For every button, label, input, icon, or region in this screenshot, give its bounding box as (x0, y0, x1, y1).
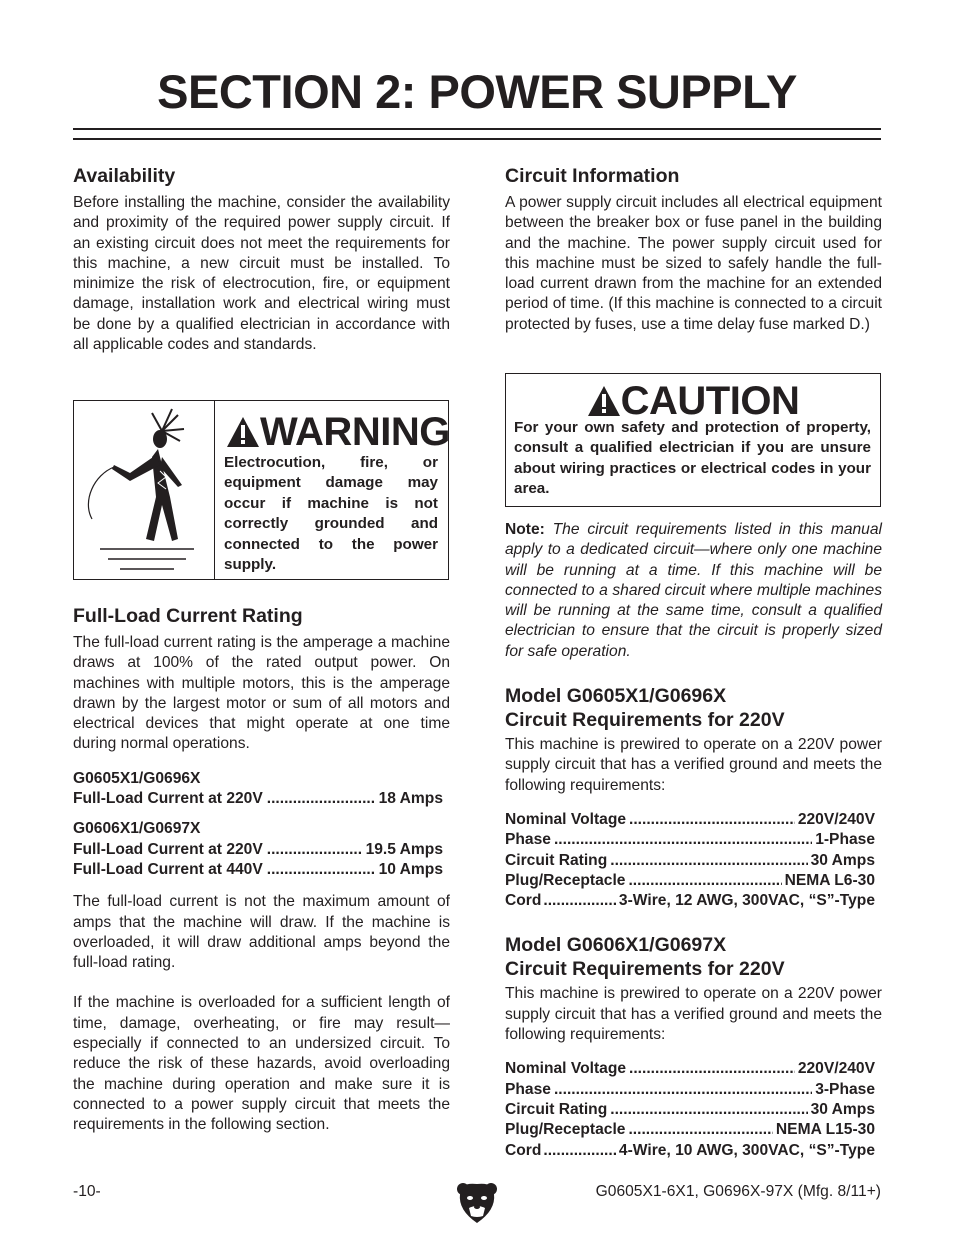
spec-row (505, 1080, 875, 1100)
model1-heading-line2: Circuit Requirements for 220V (505, 709, 785, 732)
spec-row (505, 1141, 875, 1161)
note-text: The circuit requirements listed in this manual apply to a dedicated circuit—where only one machine will be running at a time. If this machine will be connected to a shared circuit where multiple machines will be running at the same time, consult a qualified electrician to ensure that the circuit is properly sized for safe operation. (505, 521, 882, 660)
spec-row-label: Circuit Rating (505, 1100, 608, 1118)
spec-row-value: 10 Amps (378, 860, 443, 878)
spec-row (505, 851, 875, 871)
spec-row-label: Nominal Voltage (505, 1060, 627, 1078)
spec-g0605x1 (73, 769, 443, 810)
spec-row-value: 1-Phase (815, 831, 875, 849)
circuit-text: A power supply circuit includes all electrical equipment between the breaker box or fuse panel in the building and the machine. The power supply circuit used for this machine must be sized to safely handle the full-load current drawn from the machine for an extended period of time. (If this machine is connected to a circuit protected by fuses, use a time delay fuse marked D.) (505, 194, 882, 333)
spec-row-value: 30 Amps (810, 1100, 875, 1118)
spec-row-label: Cord (505, 892, 542, 910)
page-number: -10- (73, 1183, 101, 1200)
model2-heading-line2: Circuit Requirements for 220V (505, 958, 785, 981)
right-column (505, 164, 882, 335)
model2-spec-list (505, 1059, 875, 1160)
spec-row-value: 3-Wire, 12 AWG, 300VAC, “S”-Type (618, 892, 875, 910)
spec-g0606x1 (73, 819, 443, 880)
spec-row (505, 891, 875, 911)
spec-row (505, 830, 875, 850)
full-load-text-3: If the machine is overloaded for a sufficient length of time, damage, overheating, or fire may result—especially if connected to an undersized circuit. To reduce the risk of these hazards, avoid overloading the machine during operation and make sure it is connected to a power supply circuit that meets the requirements in the following section. (73, 994, 450, 1134)
spec-row (505, 810, 875, 830)
left-column (73, 164, 450, 355)
full-load-text: The full-load current rating is the amperage a machine draws at 100% of the rated output power. On machines with multiple motors, this is the amperage drawn by the largest motor or sum of all motors and electrical devices that might operate at one time during normal operations. (73, 634, 450, 753)
spec-row-label: Full-Load Current at 220V (73, 790, 263, 808)
caution-triangle-icon (587, 385, 621, 417)
spec-model-g0606x1: G0606X1/G0697X (73, 820, 201, 838)
bear-head-icon (456, 1180, 498, 1224)
spec-model-g0605x1: G0605X1/G0696X (73, 769, 201, 787)
caution-heading-text: CAUTION (620, 379, 800, 423)
warning-heading-text: WARNING (260, 410, 450, 454)
right-lower (505, 520, 882, 1161)
spec-row-label: Phase (505, 1080, 551, 1098)
availability-text: Before installing the machine, consider the availability and proximity of the required power supply circuit. If an existing circuit does not meet the requirements for this machine, a new circuit must be installed. To minimize the risk of electrocution, fire, or equipment damage, installation work and electrical wiring must be done by a qualified electrician in accordance with all applicable codes and standards. (73, 194, 450, 354)
warning-triangle-icon (226, 416, 260, 448)
spec-row-label: Plug/Receptacle (505, 1121, 626, 1139)
spec-row-label: Circuit Rating (505, 851, 608, 869)
spec-row-label: Full-Load Current at 220V (73, 840, 263, 858)
note-paragraph (505, 520, 882, 662)
title-rule-bottom (73, 138, 881, 140)
document-id: G0605X1-6X1, G0696X-97X (Mfg. 8/11+) (595, 1183, 881, 1200)
spec-row (505, 1100, 875, 1120)
full-load-section (73, 604, 450, 1136)
spec-row (73, 860, 443, 880)
spec-row-value: 220V/240V (797, 1060, 875, 1078)
spec-row (505, 1059, 875, 1079)
availability-heading: Availability (73, 165, 176, 187)
spec-row-value: 220V/240V (797, 810, 875, 828)
model1-text: This machine is prewired to operate on a 220V power supply circuit that has a verified ground and meets the following requirements: (505, 736, 882, 794)
spec-row-value: 4-Wire, 10 AWG, 300VAC, “S”-Type (618, 1141, 875, 1159)
spec-row-label: Phase (505, 831, 551, 849)
model2-text: This machine is prewired to operate on a 220V power supply circuit that has a verified ground and meets the following requirements: (505, 985, 882, 1044)
warning-heading (226, 409, 450, 455)
warning-text: Electrocution, fire, or equipment damage may occur if machine is not correctly grounded and connected to the power supply. (224, 454, 438, 574)
spec-row-label: Full-Load Current at 440V (73, 860, 263, 878)
model2-heading-line1: Model G0606X1/G0697X (505, 934, 727, 957)
full-load-text-2: The full-load current is not the maximum amount of amps that the machine will draw. If the machine is overloaded, it will draw additional amps beyond the full-load rating. (73, 893, 450, 972)
electrocution-hazard-icon (74, 401, 215, 579)
spec-row (73, 840, 443, 860)
spec-row-label: Nominal Voltage (505, 810, 627, 828)
spec-row (73, 789, 443, 809)
circuit-heading: Circuit Information (505, 165, 680, 187)
warning-box (73, 400, 449, 580)
spec-row (505, 1120, 875, 1140)
caution-text: For your own safety and protection of property, consult a qualified electrician if you are unsure about wiring practices or electrical codes in your area. (514, 419, 871, 498)
spec-row-value: NEMA L6-30 (784, 871, 875, 889)
spec-row-value: 30 Amps (810, 851, 875, 869)
spec-row (505, 871, 875, 891)
spec-row-label: Cord (505, 1141, 542, 1159)
spec-row-label: Plug/Receptacle (505, 871, 626, 889)
page-title: SECTION 2: POWER SUPPLY (157, 65, 797, 118)
spec-row-value: 19.5 Amps (365, 840, 443, 858)
model1-heading-line1: Model G0605X1/G0696X (505, 685, 727, 708)
spec-row-value: 3-Phase (815, 1080, 875, 1098)
spec-row-value: NEMA L15-30 (775, 1121, 875, 1139)
model1-spec-list (505, 810, 875, 911)
full-load-heading: Full-Load Current Rating (73, 605, 303, 627)
title-rule-top (73, 128, 881, 130)
note-label: Note: (505, 521, 545, 538)
spec-row-value: 18 Amps (378, 790, 443, 808)
caution-box (505, 373, 881, 507)
